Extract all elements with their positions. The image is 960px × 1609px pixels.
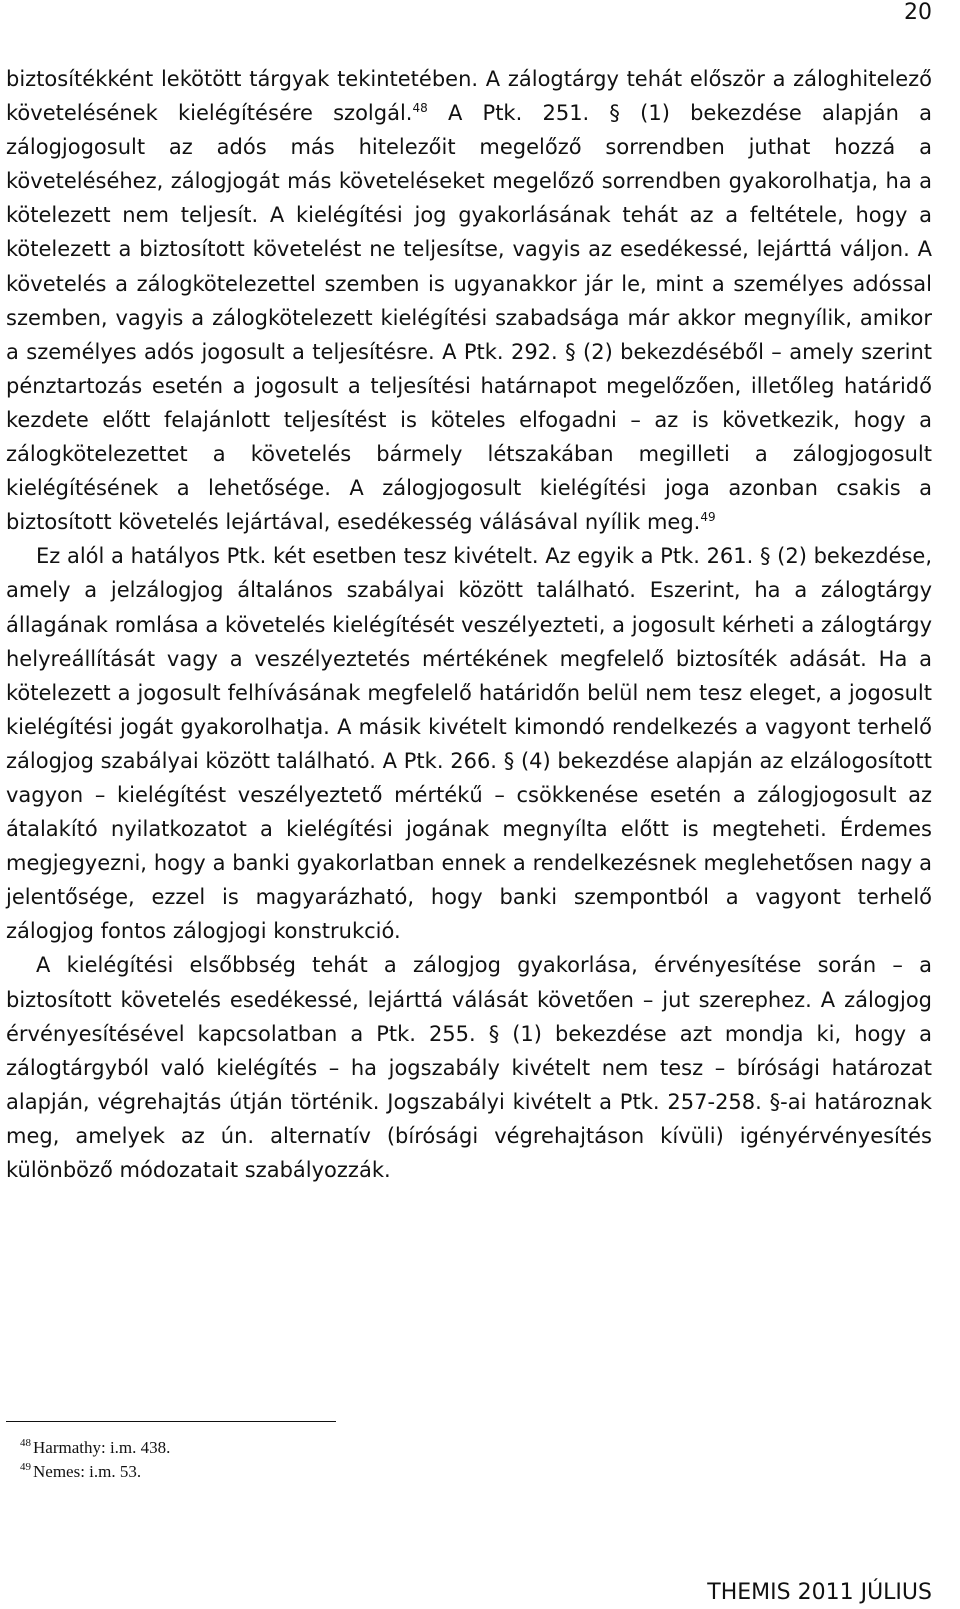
body-text: [6, 62, 932, 1187]
footnote-separator: [6, 1421, 336, 1422]
footnote-number: 49: [20, 1461, 31, 1474]
journal-footer: THEMIS 2011 JÚLIUS: [707, 1580, 932, 1605]
paragraph-3: A kielégítési elsőbbség tehát a zálogjog gyakorlása, érvényesítése során – a biztosított követelés esedékessé, lejárttá válását követően – jut szerephez. A zálogjog érvényesítésével kapcsolatban a Ptk. 255. § (1) bekezdése azt mondja ki, hogy a zálogtárgyból való kielégítés – ha jogszabály kivételt nem tesz – bírósági határozat alapján, végrehajtás útján történik. Jogszabályi kivételt a Ptk. 257-258. §-ai határoznak meg, amelyek az ún. alternatív (bírósági végrehajtáson kívüli) igényérvényesítés különböző módozatait szabályozzák.: [6, 953, 932, 1182]
paragraph-1: [6, 62, 932, 539]
page-number: 20: [904, 0, 932, 25]
paragraph-1-part-2: A Ptk. 251. § (1) bekezdése alapján a zálogjogosult az adós más hitelezőit megelőző sorrendben juthat hozzá a követeléséhez, zálogjogát más követeléseket megelőző sorrendben gyakorolhatja, ha a kötelezett nem teljesít. A kielégítési jog gyakorlásának tehát az a feltétele, hogy a kötelezett a biztosított követelést ne teljesítse, vagyis az esedékessé, lejárttá váljon. A követelés a zálogkötelezettel szemben is ugyanakkor jár le, mint a személyes adóssal szemben, vagyis a zálogkötelezett kielégítési szabadsága már akkor megnyílik, amikor a személyes adós jogosult a teljesítésre. A Ptk. 292. § (2) bekezdéséből – amely szerint pénztartozás esetén a jogosult a teljesítési határnapot megelőzően, illetőleg határidő kezdete előtt felajánlott teljesítést is köteles elfogadni – az is következik, hogy a zálogkötelezettet a követelés bármely létszakában megilleti a zálogjogosult kielégítésének a lehetősége. A zálogjogosult kielégítési joga azonban csakis a biztosított követelés lejártával, esedékesség válásával nyílik meg.: [6, 101, 932, 535]
footnote-ref-49[interactable]: 49: [700, 510, 716, 525]
footnote-ref-48[interactable]: 48: [412, 101, 428, 116]
footnote-text: Nemes: i.m. 53.: [33, 1462, 142, 1481]
footnote-number: 48: [20, 1437, 31, 1450]
footnote-text: Harmathy: i.m. 438.: [33, 1438, 171, 1457]
paragraph-2: Ez alól a hatályos Ptk. két esetben tesz kivételt. Az egyik a Ptk. 261. § (2) bekezdése, amely a jelzálogjog általános szabályai között található. Eszerint, ha a zálogtárgy állagának romlása a követelés kielégítését veszélyezteti, a jogosult kérheti a zálogtárgy helyreállítását vagy a veszélyeztetés mértékének megfelelő biztosíték adását. Ha a kötelezett a jogosult felhívásának megfelelő határidőn belül nem tesz eleget, a jogosult kielégítési jogát gyakorolhatja. A másik kivételt kimondó rendelkezés a vagyont terhelő zálogjog szabályai között található. A Ptk. 266. § (4) bekezdése alapján az elzálogosított vagyon – kielégítést veszélyeztető mértékű – csökkenése esetén a zálogjogosult az átalakító nyilatkozatot a kielégítési jogának megnyílta előtt is megteheti. Érdemes megjegyezni, hogy a banki gyakorlatban ennek a rendelkezésnek meglehetősen nagy a jelentősége, ezzel is magyarázható, hogy banki szempontból a vagyont terhelő zálogjog fontos zálogjogi konstrukció.: [6, 544, 932, 944]
footnote-48: [20, 1436, 170, 1460]
paragraph-1-part-1: biztosítékként lekötött tárgyak tekintetében. A zálogtárgy tehát először a záloghitelező követelésének kielégítésére szolgál.: [6, 67, 932, 126]
footnotes: [20, 1436, 170, 1484]
footnote-49: [20, 1460, 170, 1484]
